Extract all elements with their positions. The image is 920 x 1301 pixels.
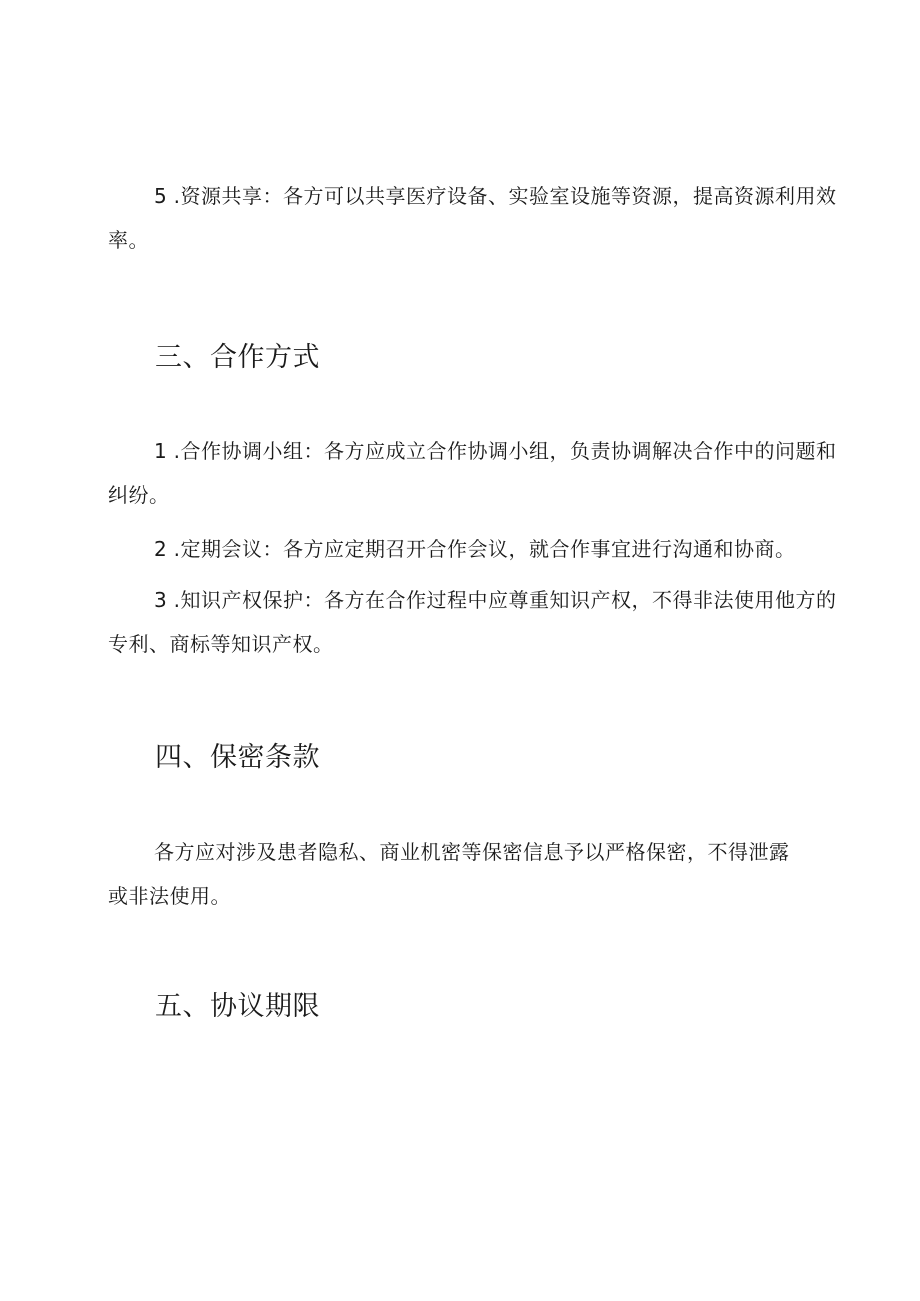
clause-number: 2 xyxy=(154,537,167,561)
clause-number: 5 xyxy=(154,184,167,208)
clause-item-3 xyxy=(108,578,838,666)
clause-text: .合作协调小组：各方应成立合作协调小组，负责协调解决合作中的问题和纠纷。 xyxy=(108,439,837,507)
clause-text: .资源共享：各方可以共享医疗设备、实验室设施等资源，提高资源利用效率。 xyxy=(108,184,837,252)
clause-text: .定期会议：各方应定期召开合作会议，就合作事宜进行沟通和协商。 xyxy=(173,537,796,561)
clause-text: 各方应对涉及患者隐私、商业机密等保密信息予以严格保密，不得泄露或非法使用。 xyxy=(108,840,790,908)
clause-number: 1 xyxy=(154,439,167,463)
clause-text: .知识产权保护：各方在合作过程中应尊重知识产权，不得非法使用他方的专利、商标等知识产权。 xyxy=(108,588,837,656)
section-heading-agreement-term: 五、协议期限 xyxy=(155,991,320,1022)
clause-number: 3 xyxy=(154,588,167,612)
confidentiality-clause xyxy=(108,830,808,918)
clause-item-5 xyxy=(108,174,838,262)
clause-item-1 xyxy=(108,429,838,517)
clause-item-2 xyxy=(108,527,868,571)
section-heading-cooperation-method: 三、合作方式 xyxy=(155,342,320,373)
section-heading-confidentiality: 四、保密条款 xyxy=(155,742,320,773)
